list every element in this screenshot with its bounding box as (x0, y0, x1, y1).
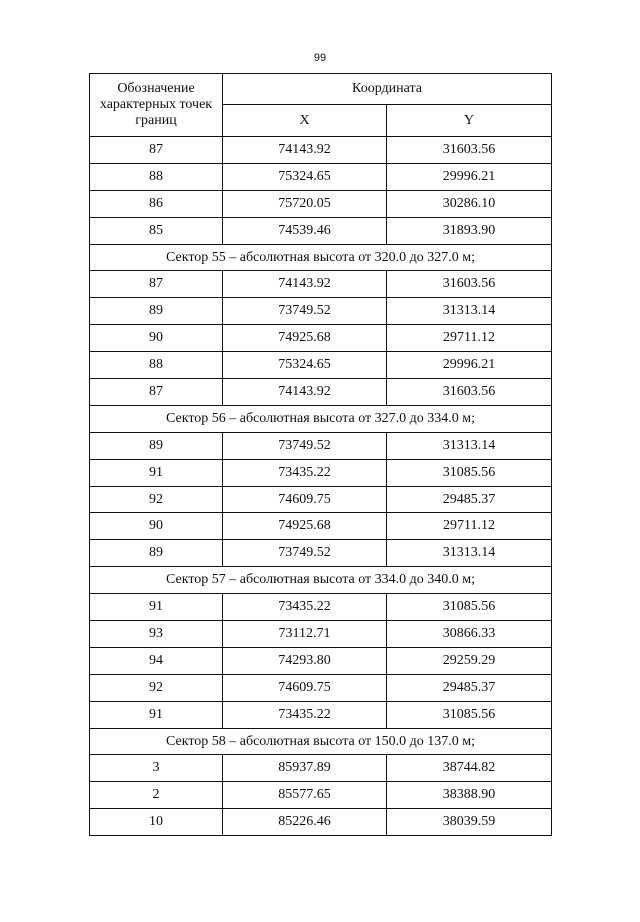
table-body (90, 137, 552, 836)
table-row (90, 755, 552, 782)
x-coordinate-cell: 75324.65 (223, 352, 387, 379)
x-coordinate-cell: 85226.46 (223, 809, 387, 836)
point-cell: 2 (90, 782, 223, 809)
table-row (90, 325, 552, 352)
y-coordinate-cell: 30866.33 (387, 621, 552, 648)
x-coordinate-cell: 74143.92 (223, 379, 387, 406)
point-cell: 87 (90, 137, 223, 164)
y-coordinate-cell: 31085.56 (387, 594, 552, 621)
x-coordinate-cell: 74925.68 (223, 513, 387, 540)
point-cell: 85 (90, 217, 223, 244)
sector-heading-row (90, 405, 552, 432)
x-column-header: X (223, 105, 387, 137)
table-row (90, 432, 552, 459)
table-row (90, 782, 552, 809)
sector-heading: Сектор 57 – абсолютная высота от 334.0 до 340.0 м; (90, 567, 552, 594)
point-cell: 88 (90, 163, 223, 190)
y-coordinate-cell: 29259.29 (387, 647, 552, 674)
y-coordinate-cell: 30286.10 (387, 190, 552, 217)
x-coordinate-cell: 73435.22 (223, 701, 387, 728)
y-coordinate-cell: 31603.56 (387, 379, 552, 406)
y-coordinate-cell: 31313.14 (387, 540, 552, 567)
point-cell: 89 (90, 540, 223, 567)
x-coordinate-cell: 85577.65 (223, 782, 387, 809)
y-coordinate-cell: 31603.56 (387, 137, 552, 164)
page-number: 99 (313, 52, 327, 64)
table-row (90, 459, 552, 486)
sector-heading-row (90, 244, 552, 271)
x-coordinate-cell: 85937.89 (223, 755, 387, 782)
point-cell: 90 (90, 513, 223, 540)
table-row (90, 298, 552, 325)
table-row (90, 647, 552, 674)
table-row (90, 190, 552, 217)
sector-heading: Сектор 58 – абсолютная высота от 150.0 до 137.0 м; (90, 728, 552, 755)
sector-heading: Сектор 55 – абсолютная высота от 320.0 до 327.0 м; (90, 244, 552, 271)
table-row (90, 217, 552, 244)
table-row (90, 379, 552, 406)
x-coordinate-cell: 74143.92 (223, 137, 387, 164)
x-coordinate-cell: 73749.52 (223, 540, 387, 567)
x-coordinate-cell: 74143.92 (223, 271, 387, 298)
point-cell: 10 (90, 809, 223, 836)
x-coordinate-cell: 73112.71 (223, 621, 387, 648)
y-coordinate-cell: 31313.14 (387, 298, 552, 325)
y-coordinate-cell: 38388.90 (387, 782, 552, 809)
y-coordinate-cell: 29485.37 (387, 674, 552, 701)
table-row (90, 540, 552, 567)
x-coordinate-cell: 75720.05 (223, 190, 387, 217)
point-cell: 87 (90, 379, 223, 406)
table-row (90, 594, 552, 621)
point-cell: 90 (90, 325, 223, 352)
x-coordinate-cell: 73435.22 (223, 594, 387, 621)
point-cell: 91 (90, 459, 223, 486)
y-coordinate-cell: 29485.37 (387, 486, 552, 513)
sector-heading-row (90, 728, 552, 755)
y-coordinate-cell: 31085.56 (387, 701, 552, 728)
table-row (90, 486, 552, 513)
table-header-row (90, 74, 552, 105)
point-label-header: Обозначение характерных точек границ (90, 74, 223, 137)
x-coordinate-cell: 74609.75 (223, 674, 387, 701)
point-cell: 92 (90, 486, 223, 513)
y-coordinate-cell: 31893.90 (387, 217, 552, 244)
table-row (90, 701, 552, 728)
y-column-header: Y (387, 105, 552, 137)
point-cell: 94 (90, 647, 223, 674)
point-cell: 3 (90, 755, 223, 782)
table-row (90, 352, 552, 379)
y-coordinate-cell: 31313.14 (387, 432, 552, 459)
table-row (90, 513, 552, 540)
y-coordinate-cell: 29711.12 (387, 513, 552, 540)
x-coordinate-cell: 73749.52 (223, 432, 387, 459)
sector-heading-row (90, 567, 552, 594)
x-coordinate-cell: 74925.68 (223, 325, 387, 352)
y-coordinate-cell: 38744.82 (387, 755, 552, 782)
table-row (90, 674, 552, 701)
y-coordinate-cell: 29711.12 (387, 325, 552, 352)
table-row (90, 621, 552, 648)
coordinates-table (89, 73, 552, 836)
x-coordinate-cell: 73749.52 (223, 298, 387, 325)
y-coordinate-cell: 31085.56 (387, 459, 552, 486)
y-coordinate-cell: 31603.56 (387, 271, 552, 298)
table-row (90, 137, 552, 164)
x-coordinate-cell: 74539.46 (223, 217, 387, 244)
point-cell: 91 (90, 701, 223, 728)
sector-heading: Сектор 56 – абсолютная высота от 327.0 до 334.0 м; (90, 405, 552, 432)
y-coordinate-cell: 38039.59 (387, 809, 552, 836)
table-row (90, 163, 552, 190)
x-coordinate-cell: 74609.75 (223, 486, 387, 513)
coordinate-group-header: Координата (223, 74, 552, 105)
point-cell: 91 (90, 594, 223, 621)
x-coordinate-cell: 73435.22 (223, 459, 387, 486)
point-cell: 92 (90, 674, 223, 701)
y-coordinate-cell: 29996.21 (387, 352, 552, 379)
table-row (90, 809, 552, 836)
point-cell: 87 (90, 271, 223, 298)
point-cell: 93 (90, 621, 223, 648)
point-cell: 89 (90, 298, 223, 325)
table-row (90, 271, 552, 298)
y-coordinate-cell: 29996.21 (387, 163, 552, 190)
point-cell: 89 (90, 432, 223, 459)
point-cell: 88 (90, 352, 223, 379)
point-cell: 86 (90, 190, 223, 217)
x-coordinate-cell: 74293.80 (223, 647, 387, 674)
x-coordinate-cell: 75324.65 (223, 163, 387, 190)
